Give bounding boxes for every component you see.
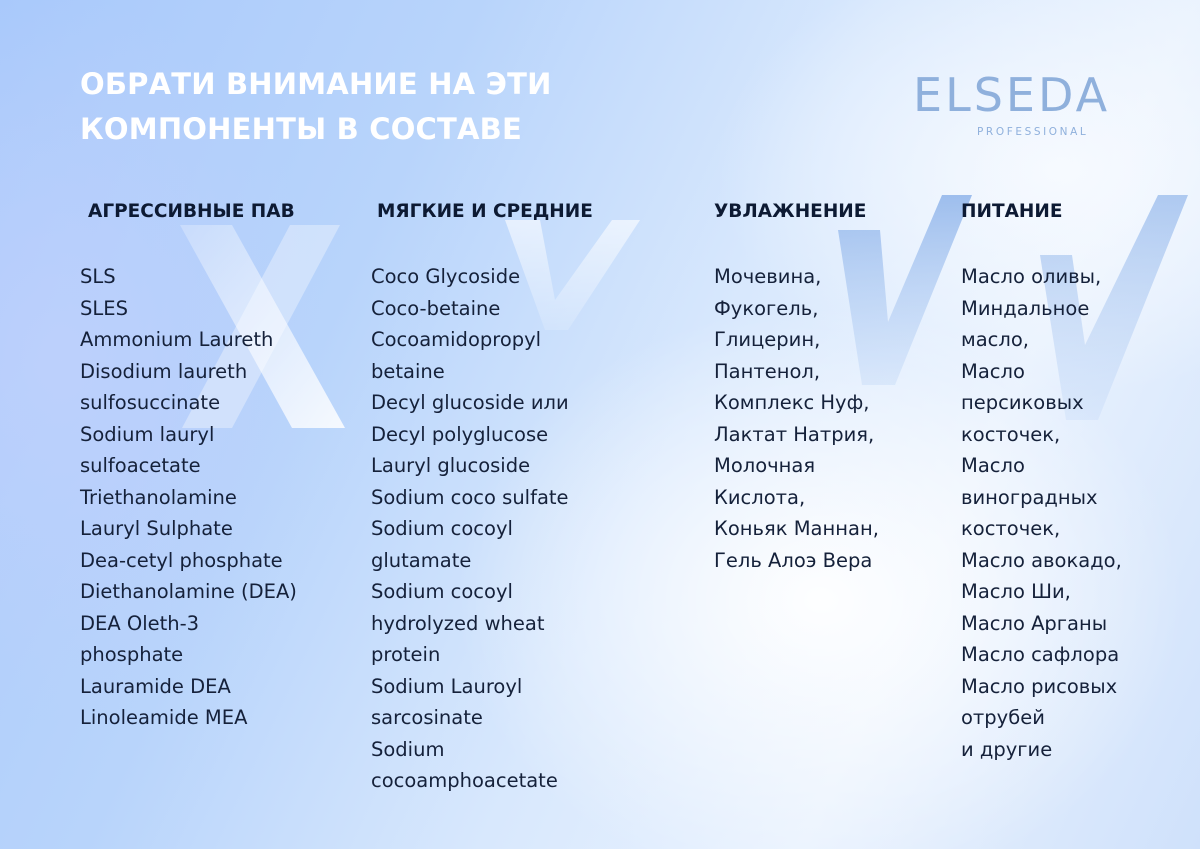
list-item: Sodium cocoyl (371, 580, 513, 603)
list-item: Sodium (371, 737, 445, 761)
list-item: sarcosinate (371, 706, 483, 729)
list-item: Масло оливы, (961, 265, 1102, 288)
list-item: персиковых (961, 391, 1084, 414)
list-item: виноградных (961, 485, 1098, 509)
list-item: sulfoacetate (80, 454, 201, 477)
list-item: Coco Glycoside (371, 265, 521, 288)
column-heading: АГРЕССИВНЫЕ ПАВ (88, 201, 295, 222)
column-heading: МЯГКИЕ И СРЕДНИЕ (377, 201, 593, 222)
list-item: hydrolyzed wheat (371, 611, 545, 635)
list-item: Lauryl Sulphate (80, 517, 233, 540)
title-line: КОМПОНЕНТЫ В СОСТАВЕ (80, 112, 522, 146)
brand-logo (913, 68, 1153, 144)
ingredient-list (714, 261, 879, 576)
list-item: Diethanolamine (DEA) (80, 580, 297, 603)
list-item: Глицерин, (714, 328, 821, 351)
list-item: Масло (961, 359, 1025, 383)
ingredient-list (80, 261, 297, 734)
list-item: Мочевина, (714, 265, 822, 288)
list-item: Disodium laureth (80, 359, 248, 383)
list-item: Кислота, (714, 485, 806, 509)
logo-subtitle: PROFESSIONAL (977, 126, 1089, 138)
list-item: Triethanolamine (80, 485, 237, 509)
list-item: SLES (80, 296, 128, 320)
list-item: betaine (371, 359, 445, 383)
list-item: Масло Арганы (961, 611, 1108, 635)
list-item: Масло рисовых (961, 674, 1118, 698)
list-item: protein (371, 643, 441, 666)
list-item: косточек, (961, 517, 1061, 540)
list-item: Масло авокадо, (961, 548, 1122, 572)
column-moisturizing (714, 199, 879, 576)
list-item: Масло сафлора (961, 643, 1120, 666)
logo-wordmark: ELSEDA (913, 68, 1111, 122)
list-item: Миндальное (961, 296, 1090, 320)
list-item: Sodium lauryl (80, 422, 215, 446)
list-item: Фукогель, (714, 296, 819, 320)
list-item: Cocoamidopropyl (371, 328, 542, 351)
list-item: Гель Алоэ Вера (714, 548, 873, 572)
list-item: Масло (961, 454, 1025, 477)
list-item: Комплекс Нуф, (714, 391, 870, 414)
list-item: glutamate (371, 548, 472, 572)
list-item: Decyl polyglucose (371, 422, 549, 446)
ingredient-list (371, 261, 593, 797)
list-item: Sodium cocoyl (371, 517, 513, 540)
title-line: ОБРАТИ ВНИМАНИЕ НА ЭТИ (80, 67, 552, 101)
column-nourishing (961, 199, 1122, 765)
list-item: отрубей (961, 706, 1045, 729)
list-item: Sodium Lauroyl (371, 674, 523, 698)
list-item: Decyl glucoside или (371, 391, 569, 414)
list-item: Пантенол, (714, 359, 821, 383)
list-item: Linoleamide MEA (80, 706, 248, 729)
list-item: Coco-betaine (371, 296, 501, 320)
list-item: Sodium coco sulfate (371, 485, 569, 509)
list-item: SLS (80, 265, 116, 288)
list-item: Lauryl glucoside (371, 454, 531, 477)
column-heading: ПИТАНИЕ (961, 201, 1063, 222)
list-item: масло, (961, 328, 1029, 351)
list-item: Ammonium Laureth (80, 328, 274, 351)
column-heading: УВЛАЖНЕНИЕ (714, 201, 867, 222)
list-item: sulfosuccinate (80, 391, 221, 414)
list-item: косточек, (961, 422, 1061, 446)
list-item: Масло Ши, (961, 580, 1071, 603)
list-item: и другие (961, 737, 1053, 761)
list-item: phosphate (80, 643, 184, 666)
page-title (80, 62, 552, 152)
ingredient-list (961, 261, 1122, 765)
list-item: cocoamphoacetate (371, 769, 558, 792)
column-aggressive-surfactants (80, 199, 297, 734)
list-item: Коньяк Маннан, (714, 517, 879, 540)
list-item: DEA Oleth-3 (80, 611, 200, 635)
list-item: Молочная (714, 454, 816, 477)
list-item: Лактат Натрия, (714, 422, 875, 446)
list-item: Lauramide DEA (80, 674, 231, 698)
list-item: Dea-cetyl phosphate (80, 548, 283, 572)
column-mild-surfactants (371, 199, 593, 797)
